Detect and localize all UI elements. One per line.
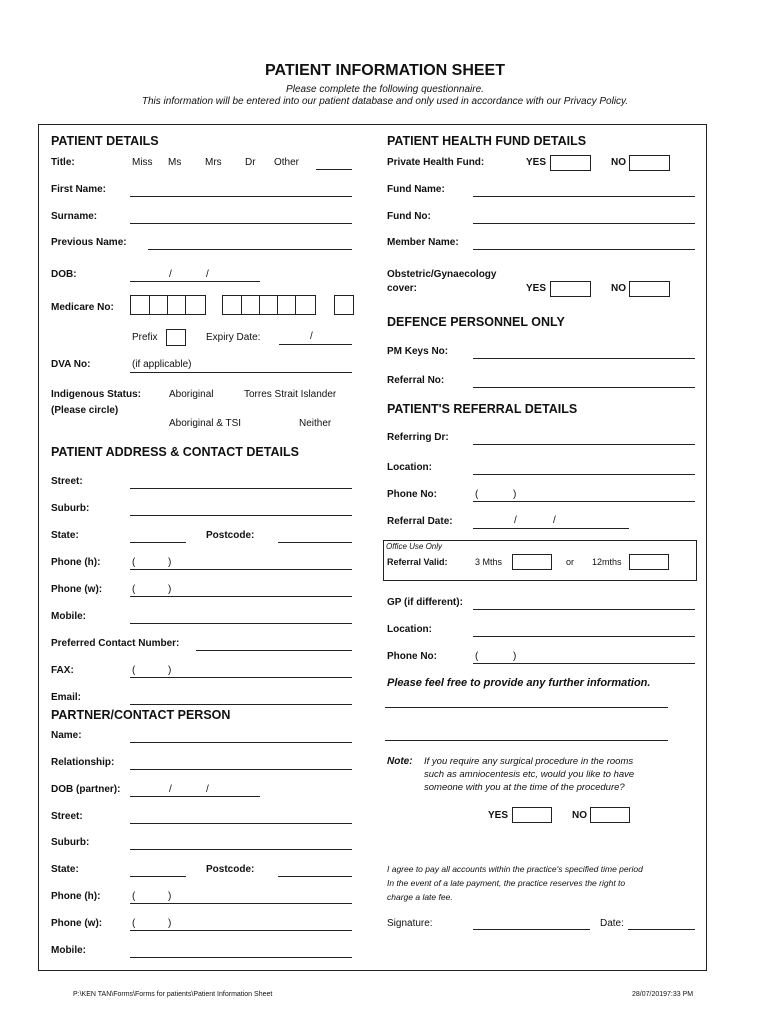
referring-dr-label: Referring Dr: xyxy=(387,432,449,443)
suburb-label: Suburb: xyxy=(51,503,90,514)
dva-note: (if applicable) xyxy=(132,359,192,370)
paren-open: ( xyxy=(475,651,479,662)
phone-home-field[interactable] xyxy=(130,569,352,570)
private-fund-no-label: NO xyxy=(611,157,626,168)
referral-heading: PATIENT'S REFERRAL DETAILS xyxy=(387,402,578,416)
surname-field[interactable] xyxy=(130,223,352,224)
partner-phone-work-label: Phone (w): xyxy=(51,918,103,929)
email-label: Email: xyxy=(51,692,82,703)
page-title: PATIENT INFORMATION SHEET xyxy=(265,62,505,79)
note-line-2: such as amniocentesis etc, would you like to have xyxy=(424,769,635,780)
prefix-box[interactable] xyxy=(166,329,186,346)
referral-phone-label: Phone No: xyxy=(387,489,437,500)
partner-mobile-label: Mobile: xyxy=(51,945,86,956)
defence-referral-no-field[interactable] xyxy=(473,387,695,388)
fund-name-field[interactable] xyxy=(473,196,695,197)
dob-slash: / xyxy=(206,784,209,795)
date-slash: / xyxy=(553,515,556,526)
postcode-field[interactable] xyxy=(278,542,352,543)
partner-state-label: State: xyxy=(51,864,79,875)
paren-close: ) xyxy=(168,918,172,929)
expiry-slash: / xyxy=(310,331,313,342)
phone-work-field[interactable] xyxy=(130,596,352,597)
dva-field[interactable] xyxy=(130,372,352,373)
referral-date-field[interactable] xyxy=(473,528,629,529)
obstetric-yes-label: YES xyxy=(526,283,547,294)
medicare-number-group-1[interactable] xyxy=(130,295,206,315)
agreement-line-1: I agree to pay all accounts within the practice's specified time period xyxy=(387,864,643,874)
signature-date-field[interactable] xyxy=(628,929,695,930)
gp-phone-field[interactable] xyxy=(473,663,695,664)
paren-close: ) xyxy=(513,489,517,500)
paren-close: ) xyxy=(168,891,172,902)
preferred-contact-field[interactable] xyxy=(196,650,352,651)
gp-location-label: Location: xyxy=(387,624,432,635)
first-name-label: First Name: xyxy=(51,184,107,195)
expiry-date-field[interactable] xyxy=(279,344,352,345)
relationship-label: Relationship: xyxy=(51,757,115,768)
medicare-number-group-2[interactable] xyxy=(222,295,316,315)
private-fund-yes-label: YES xyxy=(526,157,547,168)
partner-postcode-label: Postcode: xyxy=(206,864,255,875)
referral-valid-label: Referral Valid: xyxy=(387,557,448,567)
three-months-box[interactable] xyxy=(512,554,552,570)
postcode-label: Postcode: xyxy=(206,530,255,541)
obstetric-no-box[interactable] xyxy=(629,281,670,297)
referral-location-label: Location: xyxy=(387,462,432,473)
title-other-field[interactable] xyxy=(316,169,352,170)
pm-keys-field[interactable] xyxy=(473,358,695,359)
partner-name-field[interactable] xyxy=(130,742,352,743)
note-label: Note: xyxy=(387,756,413,767)
indigenous-hint: (Please circle) xyxy=(51,405,119,416)
procedure-no-label: NO xyxy=(572,810,587,821)
date-slash: / xyxy=(514,515,517,526)
gp-label: GP (if different): xyxy=(387,597,463,608)
gp-location-field[interactable] xyxy=(473,636,695,637)
title-option-miss[interactable]: Miss xyxy=(132,157,153,168)
page-subtitle: Please complete the following questionnaire. xyxy=(286,84,484,95)
first-name-field[interactable] xyxy=(130,196,352,197)
partner-dob-field[interactable] xyxy=(130,796,260,797)
partner-dob-label: DOB (partner): xyxy=(51,784,121,795)
indigenous-option-both[interactable]: Aboriginal & TSI xyxy=(169,418,242,429)
patient-details-heading: PATIENT DETAILS xyxy=(51,134,159,148)
partner-street-label: Street: xyxy=(51,811,83,822)
partner-state-field[interactable] xyxy=(130,876,186,877)
partner-phone-home-label: Phone (h): xyxy=(51,891,101,902)
referral-date-label: Referral Date: xyxy=(387,516,453,527)
partner-suburb-label: Suburb: xyxy=(51,837,90,848)
street-field[interactable] xyxy=(130,488,352,489)
mobile-field[interactable] xyxy=(130,623,352,624)
state-label: State: xyxy=(51,530,79,541)
partner-suburb-field[interactable] xyxy=(130,849,352,850)
paren-open: ( xyxy=(132,891,136,902)
note-line-3: someone with you at the time of the procedure? xyxy=(424,782,625,793)
referral-location-field[interactable] xyxy=(473,474,695,475)
phone-work-label: Phone (w): xyxy=(51,584,103,595)
obstetric-yes-box[interactable] xyxy=(550,281,591,297)
paren-close: ) xyxy=(168,665,172,676)
fund-no-label: Fund No: xyxy=(387,211,431,222)
gp-phone-label: Phone No: xyxy=(387,651,437,662)
fund-no-field[interactable] xyxy=(473,223,695,224)
footer-file-path: P:\KEN TAN\Forms\Forms for patients\Patient Information Sheet xyxy=(73,991,273,998)
previous-name-field[interactable] xyxy=(148,249,352,250)
defence-heading: DEFENCE PERSONNEL ONLY xyxy=(387,315,565,329)
twelve-months-box[interactable] xyxy=(629,554,669,570)
further-info-line-1[interactable] xyxy=(385,707,668,708)
indigenous-option-aboriginal[interactable]: Aboriginal xyxy=(169,389,214,400)
procedure-yes-label: YES xyxy=(488,810,509,821)
dob-field[interactable] xyxy=(130,281,260,282)
procedure-no-box[interactable] xyxy=(590,807,630,823)
further-info-prompt: Please feel free to provide any further information. xyxy=(387,677,651,689)
phone-home-label: Phone (h): xyxy=(51,557,101,568)
signature-field[interactable] xyxy=(473,929,590,930)
twelve-months-label: 12mths xyxy=(592,557,622,567)
agreement-line-2: In the event of a late payment, the practice reserves the right to xyxy=(387,878,626,888)
relationship-field[interactable] xyxy=(130,769,352,770)
note-line-1: If you require any surgical procedure in the rooms xyxy=(424,756,634,767)
expiry-date-label: Expiry Date: xyxy=(206,332,261,343)
paren-open: ( xyxy=(132,584,136,595)
partner-phone-work-field[interactable] xyxy=(130,930,352,931)
obstetric-no-label: NO xyxy=(611,283,626,294)
member-name-label: Member Name: xyxy=(387,237,459,248)
paren-close: ) xyxy=(513,651,517,662)
gp-field[interactable] xyxy=(473,609,695,610)
footer-timestamp: 28/07/20197:33 PM xyxy=(632,991,694,998)
referral-phone-field[interactable] xyxy=(473,501,695,502)
paren-open: ( xyxy=(132,918,136,929)
state-field[interactable] xyxy=(130,542,186,543)
fax-label: FAX: xyxy=(51,665,74,676)
dob-label: DOB: xyxy=(51,269,77,280)
prefix-label: Prefix xyxy=(132,332,158,343)
dva-label: DVA No: xyxy=(51,359,91,370)
office-use-label: Office Use Only xyxy=(386,542,443,551)
mobile-label: Mobile: xyxy=(51,611,86,622)
partner-mobile-field[interactable] xyxy=(130,957,352,958)
indigenous-label: Indigenous Status: xyxy=(51,389,141,400)
paren-open: ( xyxy=(475,489,479,500)
paren-close: ) xyxy=(168,584,172,595)
obstetric-label: Obstetric/Gynaecology xyxy=(387,269,497,280)
private-fund-yes-box[interactable] xyxy=(550,155,591,171)
fund-name-label: Fund Name: xyxy=(387,184,445,195)
health-fund-heading: PATIENT HEALTH FUND DETAILS xyxy=(387,134,587,148)
indigenous-option-tsi[interactable]: Torres Strait Islander xyxy=(244,389,337,400)
referring-dr-field[interactable] xyxy=(473,444,695,445)
paren-open: ( xyxy=(132,665,136,676)
procedure-yes-box[interactable] xyxy=(512,807,552,823)
surname-label: Surname: xyxy=(51,211,98,222)
medicare-issue-number-box[interactable] xyxy=(334,295,354,315)
title-option-dr[interactable]: Dr xyxy=(245,157,256,168)
indigenous-option-neither[interactable]: Neither xyxy=(299,418,332,429)
title-option-ms[interactable]: Ms xyxy=(168,157,182,168)
email-field[interactable] xyxy=(130,704,352,705)
paren-open: ( xyxy=(132,557,136,568)
title-option-mrs[interactable]: Mrs xyxy=(205,157,222,168)
further-info-line-2[interactable] xyxy=(385,740,668,741)
partner-phone-home-field[interactable] xyxy=(130,903,352,904)
partner-heading: PARTNER/CONTACT PERSON xyxy=(51,708,231,722)
medicare-label: Medicare No: xyxy=(51,302,114,313)
private-health-fund-label: Private Health Fund: xyxy=(387,157,485,168)
street-label: Street: xyxy=(51,476,83,487)
partner-postcode-field[interactable] xyxy=(278,876,352,877)
signature-label: Signature: xyxy=(387,918,433,929)
date-label: Date: xyxy=(600,918,624,929)
paren-close: ) xyxy=(168,557,172,568)
title-option-other[interactable]: Other xyxy=(274,157,300,168)
title-label: Title: xyxy=(51,157,75,168)
address-heading: PATIENT ADDRESS & CONTACT DETAILS xyxy=(51,445,299,459)
private-fund-no-box[interactable] xyxy=(629,155,670,171)
pm-keys-label: PM Keys No: xyxy=(387,346,449,357)
agreement-line-3: charge a late fee. xyxy=(387,892,453,902)
dob-slash: / xyxy=(169,784,172,795)
dob-slash: / xyxy=(206,269,209,280)
member-name-field[interactable] xyxy=(473,249,695,250)
defence-referral-no-label: Referral No: xyxy=(387,375,445,386)
privacy-notice: This information will be entered into our patient database and only used in accordance with our Privacy Policy. xyxy=(141,96,629,107)
preferred-contact-label: Preferred Contact Number: xyxy=(51,638,180,649)
obstetric-cover-label: cover: xyxy=(387,283,418,294)
fax-field[interactable] xyxy=(130,677,352,678)
or-text: or xyxy=(566,557,575,567)
partner-name-label: Name: xyxy=(51,730,82,741)
three-months-label: 3 Mths xyxy=(475,557,503,567)
dob-slash: / xyxy=(169,269,172,280)
suburb-field[interactable] xyxy=(130,515,352,516)
previous-name-label: Previous Name: xyxy=(51,237,127,248)
partner-street-field[interactable] xyxy=(130,823,352,824)
